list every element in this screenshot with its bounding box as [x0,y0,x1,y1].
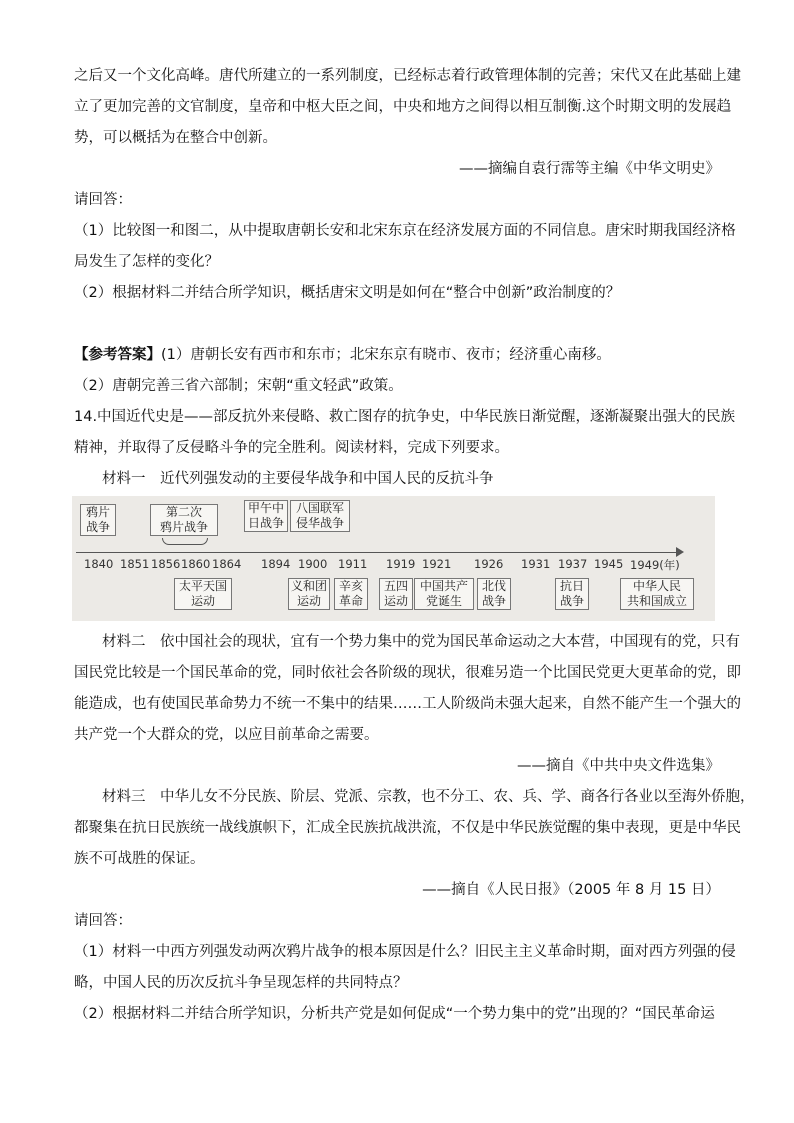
event-xinhai: 辛亥 革命 [334,578,368,610]
material-line: 国民党比较是一个国民革命的党，同时依社会各阶级的现状，很难另造一个比国民党更大更革命的党，即 [74,665,741,681]
material-line: 共产党一个大群众的党，以应目前革命之需要。 [74,727,379,743]
event-prc-founding: 中华人民 共和国成立 [620,578,694,610]
question-line: （2）根据材料二并结合所学知识，概括唐宋文明是如何在“整合中创新”政治制度的？ [74,285,621,301]
question-line: 精神，并取得了反侵略斗争的完全胜利。阅读材料，完成下列要求。 [74,440,509,456]
year-tick: 1931 [521,557,551,571]
year-tick: 1921 [422,557,452,571]
axis-arrow-icon [676,547,684,557]
year-tick: 1840 [84,557,114,571]
year-tick: 1949(年) [630,558,680,572]
source-citation: ——摘编自袁行霈等主编《中华文明史》 [459,161,720,177]
year-tick: 1900 [298,557,328,571]
year-tick: 1894 [261,557,291,571]
question-line: （1）比较图一和图二，从中提取唐朝长安和北宋东京在经济发展方面的不同信息。唐宋时期我国经济格 [74,223,736,239]
question-line: 局发生了怎样的变化？ [74,254,219,270]
event-boxer: 义和团 运动 [288,578,330,610]
answer-text: (1）唐朝长安有西市和东市；北宋东京有晓市、夜市；经济重心南移。 [161,347,611,363]
material-line: 材料三 中华儿女不分民族、阶层、党派、宗教，也不分工、农、兵、学、商各行各业以至海外侨胞， [102,789,755,805]
event-northern-expedition: 北伐 战争 [477,578,511,610]
material-line: 材料二 依中国社会的现状，宜有一个势力集中的党为国民革命运动之大本营，中国现有的党，只有 [102,634,740,650]
paragraph-line: 立了更加完善的文官制度，皇帝和中枢大臣之间，中央和地方之间得以相互制衡.这个时期文明的发展趋 [74,99,732,115]
timeline-figure [72,496,715,621]
question-line: （2）根据材料二并结合所学知识，分析共产党是如何促成“一个势力集中的党”出现的？“国民革命运 [74,1006,715,1022]
paragraph-line: 之后又一个文化高峰。唐代所建立的一系列制度，已经标志着行政管理体制的完善；宋代又在此基础上建 [74,68,741,84]
year-tick: 1911 [338,557,368,571]
year-tick: 1851 [120,557,150,571]
material-title: 材料一 近代列强发动的主要侵华战争和中国人民的反抗斗争 [102,471,494,487]
year-tick: 1937 [558,557,588,571]
question-line: 略，中国人民的历次反抗斗争呈现怎样的共同特点？ [74,975,408,991]
event-cpc-founding: 中国共产 党诞生 [414,578,474,610]
year-tick: 1864 [212,557,242,571]
question-line: （1）材料一中西方列强发动两次鸦片战争的根本原因是什么？旧民主主义革命时期，面对西方列强的侵 [74,944,736,960]
question-line: 14.中国近代史是——部反抗外来侵略、救亡图存的抗争史，中华民族日渐觉醒，逐渐凝聚出强大的民族 [74,409,736,425]
event-anti-japanese-war: 抗日 战争 [555,578,589,610]
material-line: 都聚集在抗日民族统一战线旗帜下，汇成全民族抗战洪流，不仅是中华民族觉醒的集中表现，更是中华民 [74,820,741,836]
year-tick: 1945 [594,557,624,571]
year-tick: 1926 [474,557,504,571]
paragraph-line: 势，可以概括为在整合中创新。 [74,130,277,146]
answer-line: （2）唐朝完善三省六部制；宋朝“重文轻武”政策。 [74,378,403,394]
event-opium-war: 鸦片 战争 [80,504,116,536]
year-tick: 1856 [151,557,181,571]
bracket-icon [162,538,208,545]
year-tick: 1919 [386,557,416,571]
event-eight-nation-alliance: 八国联军 侵华战争 [290,500,350,532]
answer-label: 【参考答案】 [74,347,161,363]
source-citation: ——摘自《中共中央文件选集》 [517,758,720,774]
event-second-opium-war: 第二次 鸦片战争 [150,504,218,536]
year-tick: 1860 [181,557,211,571]
event-sino-japanese-war: 甲午中 日战争 [244,500,288,532]
material-line: 族不可战胜的保证。 [74,851,205,867]
prompt-label: 请回答： [74,192,132,208]
source-citation: ——摘自《人民日报》（2005 年 8 月 15 日） [422,882,720,898]
prompt-label: 请回答： [74,913,132,929]
event-taiping: 太平天国 运动 [174,578,232,610]
event-may-fourth: 五四 运动 [379,578,413,610]
material-line: 能造成，也有使国民革命势力不统一不集中的结果……工人阶级尚未强大起来，自然不能产生一个强大的 [74,696,741,712]
answer-line [74,345,611,365]
timeline-axis [76,552,680,553]
